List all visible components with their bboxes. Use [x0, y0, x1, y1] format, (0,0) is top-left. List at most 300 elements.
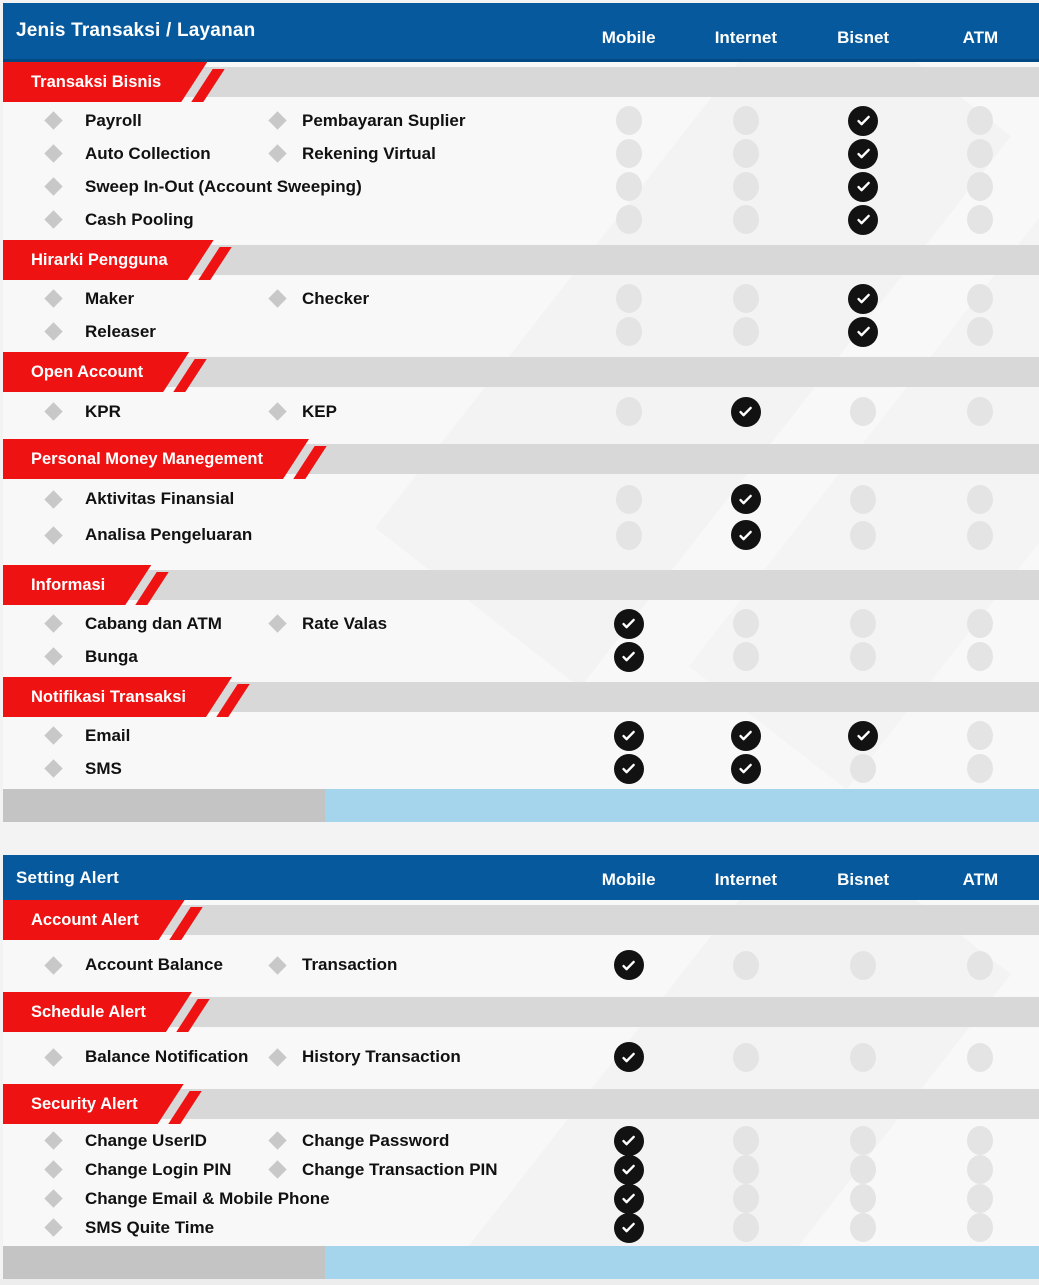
empty-dot-icon: [967, 1043, 993, 1072]
table-row: [3, 1184, 1039, 1213]
diamond-bullet-icon: [44, 402, 62, 420]
check-icon: [614, 1126, 644, 1156]
feature: [47, 1189, 330, 1209]
check-icon: [731, 721, 761, 751]
diamond-bullet-icon: [268, 1131, 286, 1149]
feature: [47, 1218, 265, 1238]
section: [3, 992, 1039, 1084]
feature: [47, 144, 265, 164]
availability-cells: [570, 1042, 1039, 1072]
cell-internet: [687, 520, 804, 550]
empty-dot-icon: [616, 397, 642, 426]
feature: [271, 111, 465, 131]
empty-dot-icon: [616, 172, 642, 201]
table-row: [3, 942, 1039, 988]
empty-dot-icon: [967, 609, 993, 638]
table-row: [3, 640, 1039, 673]
availability-cells: [570, 1126, 1039, 1156]
section-header: [3, 677, 1039, 717]
availability-cells: [570, 139, 1039, 169]
empty-dot-icon: [850, 1184, 876, 1213]
feature: [271, 144, 436, 164]
section-rows: [3, 280, 1039, 352]
diamond-bullet-icon: [44, 956, 62, 974]
empty-dot-icon: [616, 284, 642, 313]
feature-label: SMS Quite Time: [85, 1217, 215, 1237]
cell-bisnet: [805, 754, 922, 784]
cell-mobile: [570, 1184, 687, 1214]
table-row: [3, 719, 1039, 752]
diamond-bullet-icon: [268, 1160, 286, 1178]
empty-dot-icon: [733, 205, 759, 234]
column-header-mobile: Mobile: [601, 869, 656, 889]
empty-dot-icon: [733, 1184, 759, 1213]
cell-mobile: [570, 172, 687, 202]
cell-mobile: [570, 754, 687, 784]
empty-dot-icon: [967, 642, 993, 671]
section: [3, 439, 1039, 565]
availability-cells: [570, 1184, 1039, 1214]
cell-mobile: [570, 284, 687, 314]
section-header: [3, 352, 1039, 392]
diamond-bullet-icon: [44, 144, 62, 162]
section-title: Security Alert: [31, 1094, 138, 1113]
section-rows: [3, 479, 1039, 565]
section-ribbon: [3, 352, 189, 392]
table-row: [3, 282, 1039, 315]
table-row: [3, 394, 1039, 429]
feature: [271, 402, 337, 422]
cell-mobile: [570, 642, 687, 672]
cell-internet: [687, 205, 804, 235]
feature-label: Change Email & Mobile Phone: [85, 1188, 330, 1208]
cell-atm: [922, 520, 1039, 550]
cell-atm: [922, 1213, 1039, 1243]
feature-label: Change UserID: [85, 1130, 207, 1150]
empty-dot-icon: [733, 106, 759, 135]
feature: [271, 614, 387, 634]
feature-label: Maker: [85, 288, 135, 308]
check-icon: [614, 950, 644, 980]
empty-dot-icon: [850, 485, 876, 514]
section-title: Notifikasi Transaksi: [31, 687, 186, 706]
empty-dot-icon: [733, 1155, 759, 1184]
row-labels: [3, 289, 570, 309]
section-ribbon: [3, 62, 207, 102]
availability-cells: [570, 106, 1039, 136]
feature: [271, 1131, 449, 1151]
diamond-bullet-icon: [44, 490, 62, 508]
empty-dot-icon: [850, 1213, 876, 1242]
empty-dot-icon: [967, 521, 993, 550]
table-row: [3, 137, 1039, 170]
cell-mobile: [570, 205, 687, 235]
availability-cells: [570, 317, 1039, 347]
feature-label: Aktivitas Finansial: [85, 489, 235, 508]
section: [3, 565, 1039, 677]
cell-internet: [687, 950, 804, 980]
cell-internet: [687, 1213, 804, 1243]
availability-cells: [570, 1155, 1039, 1185]
column-header-bisnet: Bisnet: [837, 28, 890, 47]
section: [3, 240, 1039, 352]
feature: [271, 289, 369, 309]
feature-label: Email: [85, 725, 131, 745]
cell-internet: [687, 397, 804, 427]
row-labels: [3, 726, 570, 746]
feature-label: KPR: [85, 401, 121, 421]
feature-label: Checker: [302, 288, 370, 308]
column-header-internet: Internet: [714, 869, 778, 889]
section-rows: [3, 1032, 1039, 1084]
cell-mobile: [570, 1042, 687, 1072]
cell-atm: [922, 205, 1039, 235]
section: [3, 1084, 1039, 1246]
row-labels: [3, 1160, 570, 1180]
feature-label: SMS: [85, 758, 122, 778]
footer-bar-gray: [3, 789, 325, 822]
section-title: Schedule Alert: [31, 1002, 146, 1021]
check-icon: [848, 139, 878, 169]
cell-atm: [922, 139, 1039, 169]
availability-cells: [570, 284, 1039, 314]
empty-dot-icon: [616, 485, 642, 514]
section-title: Open Account: [31, 362, 144, 381]
cell-bisnet: [805, 1155, 922, 1185]
check-icon: [731, 484, 761, 514]
table-row: [3, 1034, 1039, 1080]
footer-bar: [3, 789, 1039, 822]
section-ribbon: [3, 439, 309, 479]
cell-internet: [687, 1184, 804, 1214]
cell-bisnet: [805, 1126, 922, 1156]
section-header: [3, 992, 1039, 1032]
section-ribbon: [3, 1084, 184, 1124]
cell-internet: [687, 172, 804, 202]
cell-bisnet: [805, 520, 922, 550]
cell-bisnet: [805, 106, 922, 136]
feature: [47, 111, 265, 131]
empty-dot-icon: [850, 609, 876, 638]
feature-label: Auto Collection: [85, 143, 211, 163]
check-icon: [614, 1213, 644, 1243]
availability-cells: [570, 397, 1039, 427]
cell-mobile: [570, 106, 687, 136]
row-labels: [3, 525, 570, 545]
check-icon: [614, 1184, 644, 1214]
cell-mobile: [570, 609, 687, 639]
row-labels: [3, 759, 570, 779]
feature: [271, 1160, 498, 1180]
cell-internet: [687, 754, 804, 784]
cell-internet: [687, 484, 804, 514]
empty-dot-icon: [967, 284, 993, 313]
diamond-bullet-icon: [268, 289, 286, 307]
column-header-atm: ATM: [962, 869, 999, 889]
cell-internet: [687, 106, 804, 136]
section: [3, 352, 1039, 439]
row-labels: [3, 322, 570, 342]
cell-bisnet: [805, 642, 922, 672]
feature: [47, 759, 265, 779]
cell-internet: [687, 317, 804, 347]
transaction-services-table: [3, 3, 1039, 822]
diamond-bullet-icon: [44, 289, 62, 307]
section-header: [3, 900, 1039, 940]
cell-mobile: [570, 317, 687, 347]
feature-label: Transaction: [302, 955, 398, 974]
cell-bisnet: [805, 205, 922, 235]
availability-cells: [570, 754, 1039, 784]
section-ribbon: [3, 240, 214, 280]
cell-bisnet: [805, 284, 922, 314]
availability-cells: [570, 609, 1039, 639]
cell-atm: [922, 721, 1039, 751]
table-row: [3, 607, 1039, 640]
cell-mobile: [570, 139, 687, 169]
cell-atm: [922, 484, 1039, 514]
section-ribbon: [3, 900, 185, 940]
table-body: [3, 62, 1039, 789]
check-icon: [731, 754, 761, 784]
cell-bisnet: [805, 609, 922, 639]
empty-dot-icon: [967, 106, 993, 135]
diamond-bullet-icon: [268, 956, 286, 974]
row-labels: [3, 111, 570, 131]
table-row: [3, 315, 1039, 348]
diamond-bullet-icon: [44, 1131, 62, 1149]
diamond-bullet-icon: [44, 526, 62, 544]
section-title: Informasi: [31, 575, 106, 594]
empty-dot-icon: [733, 609, 759, 638]
cell-atm: [922, 642, 1039, 672]
cell-atm: [922, 172, 1039, 202]
check-icon: [614, 721, 644, 751]
feature: [47, 525, 265, 545]
feature-label: Analisa Pengeluaran: [85, 525, 253, 544]
feature-label: History Transaction: [302, 1047, 461, 1066]
empty-dot-icon: [967, 317, 993, 346]
cell-bisnet: [805, 484, 922, 514]
feature-label: Cabang dan ATM: [85, 613, 222, 633]
empty-dot-icon: [967, 1155, 993, 1184]
check-icon: [731, 397, 761, 427]
row-labels: [3, 210, 570, 230]
section-title: Transaksi Bisnis: [31, 72, 162, 91]
empty-dot-icon: [967, 205, 993, 234]
footer-bar: [3, 1246, 1039, 1279]
section: [3, 62, 1039, 240]
table-header: [3, 855, 1039, 900]
cell-atm: [922, 1042, 1039, 1072]
diamond-bullet-icon: [268, 144, 286, 162]
column-headers: [570, 855, 1039, 900]
feature: [47, 489, 265, 509]
column-header-bisnet: Bisnet: [837, 869, 890, 889]
table-row: [3, 104, 1039, 137]
section-rows: [3, 1124, 1039, 1246]
cell-mobile: [570, 1155, 687, 1185]
availability-cells: [570, 642, 1039, 672]
check-icon: [848, 205, 878, 235]
cell-bisnet: [805, 1213, 922, 1243]
table-row: [3, 517, 1039, 553]
diamond-bullet-icon: [44, 322, 62, 340]
cell-internet: [687, 284, 804, 314]
feature-label: Releaser: [85, 321, 156, 341]
footer-bar-blue: [325, 789, 1039, 822]
empty-dot-icon: [616, 317, 642, 346]
section-rows: [3, 717, 1039, 789]
diamond-bullet-icon: [44, 614, 62, 632]
cell-bisnet: [805, 1184, 922, 1214]
section-title: Hirarki Pengguna: [31, 250, 168, 269]
feature-label: Change Login PIN: [85, 1159, 232, 1179]
availability-cells: [570, 721, 1039, 751]
cell-internet: [687, 139, 804, 169]
empty-dot-icon: [733, 951, 759, 980]
table-row: [3, 1155, 1039, 1184]
diamond-bullet-icon: [268, 1048, 286, 1066]
cell-bisnet: [805, 172, 922, 202]
column-header-mobile: Mobile: [601, 28, 656, 47]
table-row: [3, 1213, 1039, 1242]
cell-atm: [922, 284, 1039, 314]
diamond-bullet-icon: [268, 402, 286, 420]
row-labels: [3, 614, 570, 634]
diamond-bullet-icon: [44, 210, 62, 228]
feature-label: Sweep In-Out (Account Sweeping): [85, 176, 362, 196]
availability-cells: [570, 172, 1039, 202]
row-labels: [3, 402, 570, 422]
cell-mobile: [570, 484, 687, 514]
check-icon: [848, 172, 878, 202]
cell-internet: [687, 1155, 804, 1185]
empty-dot-icon: [967, 721, 993, 750]
feature: [47, 210, 265, 230]
section-header: [3, 439, 1039, 479]
cell-mobile: [570, 520, 687, 550]
section-ribbon: [3, 565, 151, 605]
cell-atm: [922, 754, 1039, 784]
check-icon: [614, 642, 644, 672]
section-title: Account Alert: [31, 910, 139, 929]
footer-bar-blue: [325, 1246, 1039, 1279]
empty-dot-icon: [616, 521, 642, 550]
empty-dot-icon: [733, 1126, 759, 1155]
empty-dot-icon: [733, 1043, 759, 1072]
cell-internet: [687, 721, 804, 751]
cell-internet: [687, 1126, 804, 1156]
feature: [47, 647, 265, 667]
feature-label: KEP: [302, 401, 337, 421]
empty-dot-icon: [733, 139, 759, 168]
section-rows: [3, 392, 1039, 439]
cell-bisnet: [805, 317, 922, 347]
diamond-bullet-icon: [44, 1048, 62, 1066]
feature: [47, 402, 265, 422]
diamond-bullet-icon: [268, 111, 286, 129]
section-header: [3, 1084, 1039, 1124]
section-header: [3, 565, 1039, 605]
section-rows: [3, 940, 1039, 992]
empty-dot-icon: [967, 1213, 993, 1242]
cell-atm: [922, 1184, 1039, 1214]
section-header: [3, 240, 1039, 280]
table-body: [3, 900, 1039, 1246]
check-icon: [848, 284, 878, 314]
feature-label: Rate Valas: [302, 613, 388, 633]
row-labels: [3, 1189, 570, 1209]
row-labels: [3, 955, 570, 975]
table-row: [3, 481, 1039, 517]
empty-dot-icon: [733, 172, 759, 201]
section: [3, 900, 1039, 992]
empty-dot-icon: [850, 397, 876, 426]
check-icon: [614, 1155, 644, 1185]
availability-cells: [570, 950, 1039, 980]
empty-dot-icon: [616, 205, 642, 234]
table-row: [3, 170, 1039, 203]
empty-dot-icon: [967, 485, 993, 514]
cell-mobile: [570, 1213, 687, 1243]
check-icon: [848, 721, 878, 751]
section-ribbon: [3, 992, 192, 1032]
cell-mobile: [570, 721, 687, 751]
feature: [47, 726, 265, 746]
feature: [47, 955, 265, 975]
empty-dot-icon: [733, 1213, 759, 1242]
cell-internet: [687, 1042, 804, 1072]
row-labels: [3, 1131, 570, 1151]
column-header-internet: Internet: [714, 28, 778, 47]
cell-atm: [922, 397, 1039, 427]
empty-dot-icon: [967, 951, 993, 980]
section-header: [3, 62, 1039, 102]
feature: [47, 1131, 265, 1151]
row-labels: [3, 1218, 570, 1238]
section: [3, 677, 1039, 789]
footer-bar-gray: [3, 1246, 325, 1279]
cell-mobile: [570, 397, 687, 427]
diamond-bullet-icon: [44, 111, 62, 129]
empty-dot-icon: [967, 397, 993, 426]
empty-dot-icon: [850, 754, 876, 783]
empty-dot-icon: [967, 1184, 993, 1213]
check-icon: [848, 106, 878, 136]
empty-dot-icon: [733, 317, 759, 346]
section-rows: [3, 102, 1039, 240]
feature: [47, 289, 265, 309]
table-gap: [0, 822, 1039, 855]
cell-bisnet: [805, 139, 922, 169]
empty-dot-icon: [967, 172, 993, 201]
feature: [47, 1160, 265, 1180]
feature: [47, 614, 265, 634]
column-header-atm: ATM: [962, 28, 999, 47]
diamond-bullet-icon: [44, 1189, 62, 1207]
row-labels: [3, 1047, 570, 1067]
cell-atm: [922, 1155, 1039, 1185]
cell-atm: [922, 317, 1039, 347]
empty-dot-icon: [733, 642, 759, 671]
feature-label: Change Password: [302, 1130, 450, 1150]
cell-bisnet: [805, 950, 922, 980]
section-ribbon: [3, 677, 232, 717]
cell-atm: [922, 950, 1039, 980]
diamond-bullet-icon: [44, 1218, 62, 1236]
availability-cells: [570, 205, 1039, 235]
